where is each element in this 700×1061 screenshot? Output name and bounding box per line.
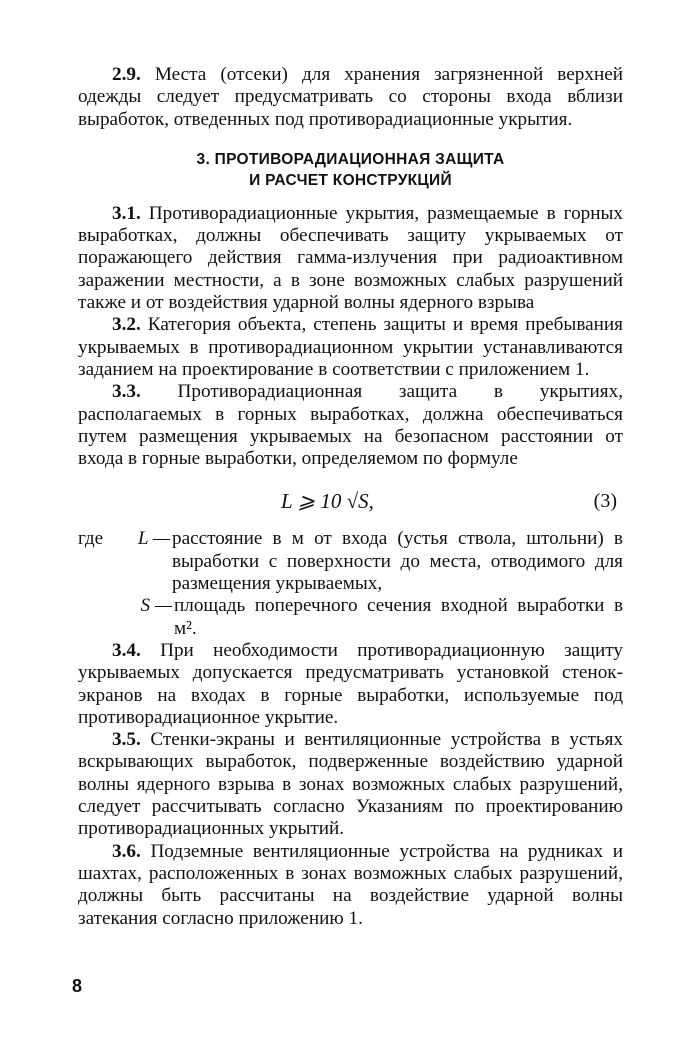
paragraph-number: 3.4.: [112, 639, 141, 661]
paragraph-text: Категория объекта, степень защиты и время пребывания укрываемых в противорадиационном укрытии устанавливаются заданием на проектирование в соответствии с приложением 1.: [78, 314, 623, 380]
paragraph-3-1: [78, 203, 623, 314]
section-heading-line1: 3. ПРОТИВОРАДИАЦИОННАЯ ЗАЩИТА: [196, 150, 505, 168]
paragraph-text: При необходимости противорадиационную защиту укрываемых допускается предусматривать установкой стенок-экранов на входах в горные выработки, используемые под противорадиационное укрытие.: [78, 639, 623, 728]
formula-number: (3): [593, 490, 617, 513]
where-L-text: расстояние в м от входа (устья ствола, штольни) в выработки с поверхности до места, отводимого для размещения укрываемых,: [172, 528, 623, 595]
paragraph-3-4: [78, 640, 623, 729]
paragraph-number: 3.6.: [112, 840, 141, 862]
where-L-symbol: L —: [137, 528, 170, 550]
page-body: [78, 64, 623, 930]
where-lead: где: [78, 528, 104, 550]
where-L: [78, 528, 623, 595]
paragraph-3-6: [78, 841, 623, 930]
paragraph-3-5: [78, 729, 623, 840]
paragraph-text: Противорадиационные укрытия, размещаемые в горных выработках, должны обеспечивать защиту укрываемых от поражающего действия гамма-излучения при радиоактивном заражении местности, а в зоне возможных слабых разрушений также и от воздействия ударной волны ядерного взрыва: [78, 202, 624, 314]
paragraph-text: Места (отсеки) для хранения загрязненной верхней одежды следует предусматривать со стороны входа вблизи выработок, отведенных под противорадиационные укрытия.: [78, 64, 624, 130]
formula-3: [78, 478, 623, 524]
paragraph-3-3: [78, 381, 623, 470]
paragraph-text: Стенки-экраны и вентиляционные устройства в устьях вскрывающих выработок, подверженные воздействию ударной волны ядерного взрыва в зонах возможных слабых разрушений, следует рассчитывать согласно Указаниям по проектированию противорадиационных укрытий.: [78, 729, 623, 840]
paragraph-number: 3.1.: [112, 202, 141, 224]
paragraph-number: 3.2.: [112, 314, 141, 336]
formula-expression: L ⩾ 10 √S,: [281, 489, 374, 514]
page-number: 8: [72, 976, 83, 996]
where-S-symbol: S —: [140, 595, 172, 617]
paragraph-number: 3.5.: [112, 729, 141, 751]
where-S-text: площадь поперечного сечения входной выработки в м².: [174, 595, 623, 639]
where-S: [78, 595, 623, 640]
paragraph-text: Противорадиационная защита в укрытиях, располагаемых в горных выработках, должна обеспечиваться путем размещения укрываемых на безопасном расстоянии от входа в горные выработки, определяемом по формуле: [78, 381, 623, 470]
paragraph-3-2: [78, 314, 623, 381]
paragraph-number: 3.3.: [112, 381, 141, 403]
paragraph-text: Подземные вентиляционные устройства на рудниках и шахтах, расположенных в зонах возможных слабых разрушений, должны быть рассчитаны на воздействие ударной волны затекания согласно приложению 1.: [78, 840, 623, 929]
paragraph-2-9: [78, 64, 623, 131]
section-heading: [78, 149, 623, 191]
section-heading-line2: И РАСЧЕТ КОНСТРУКЦИЙ: [249, 171, 452, 189]
paragraph-number: 2.9.: [112, 64, 141, 85]
